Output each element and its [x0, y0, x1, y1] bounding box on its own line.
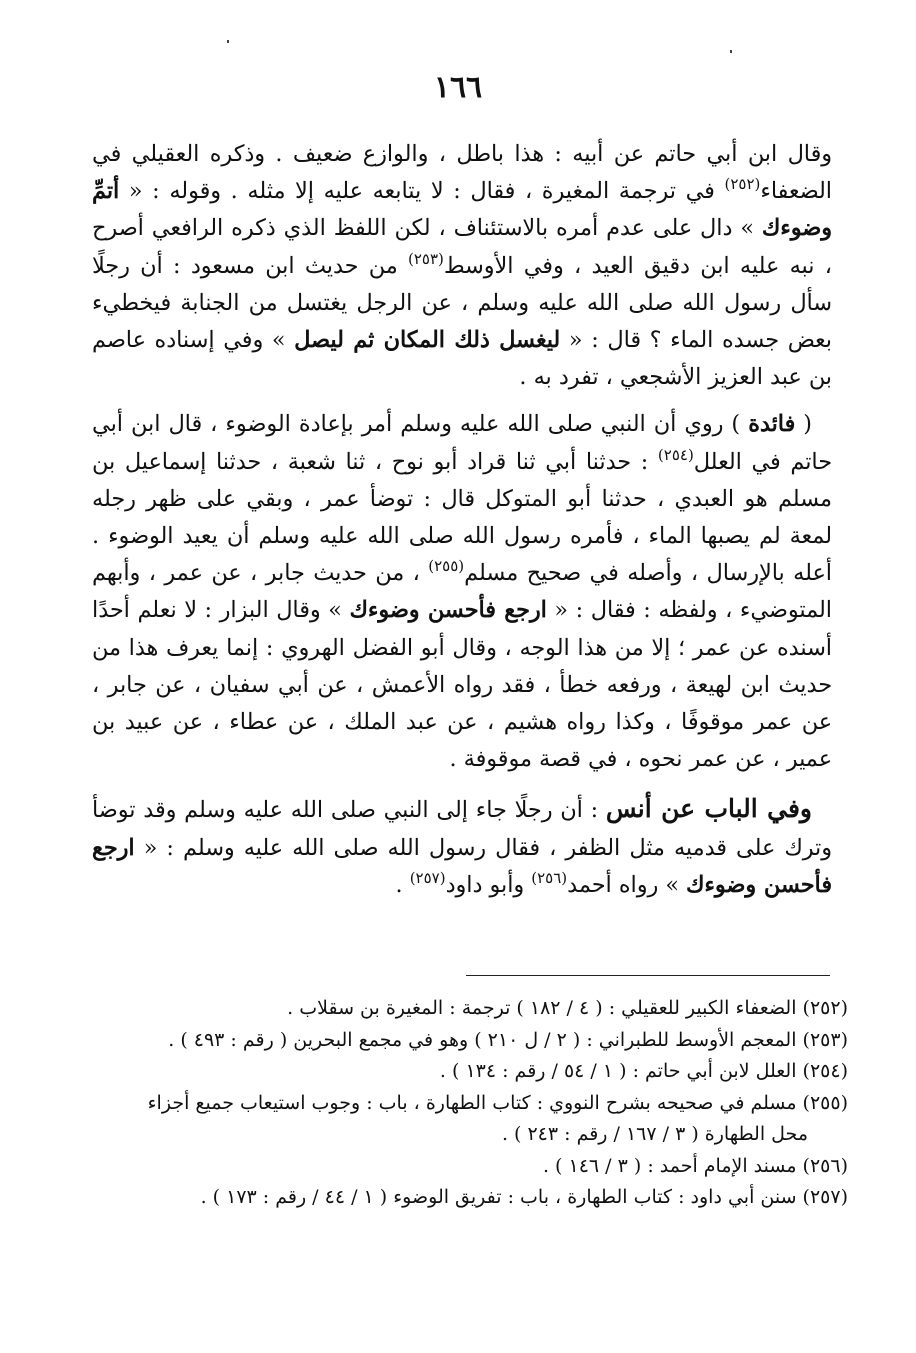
scan-speck [730, 50, 732, 53]
page-number: ١٦٦ [433, 70, 483, 105]
footnote-ref-252: (٢٥٢) [724, 175, 761, 194]
main-text [92, 136, 832, 904]
footnote-254: (٢٥٤) العلل لابن أبي حاتم : ( ١ / ٥٤ / رقم : ١٣٤ ) . [439, 1060, 848, 1082]
hadith-quote: أتمِّ وضوءك [92, 178, 832, 242]
paragraph-2: ( فائدة ) روي أن النبي صلى الله عليه وسلم أمر بإعادة الوضوء ، قال ابن أبي حاتم في العلل$^{(٢٥٤)}$ : حدثنا أبي ثنا قراد أبو نوح ، ثنا شعبة ، حدثنا إسماعيل بن مسلم هو العبدي ، حدثنا أبو المتوكل قال : توضأ عمر ، وبقي على ظهر رجله لمعة لم يصبها الماء ، فأمره رسول الله صلى الله عليه وسلم أن يعيد الوضوء . أعله بالإرسال ، وأصله في صحيح مسلم$^{(٢٥٥)}$ ، من حديث جابر ، عن عمر ، وأبهم المتوضيء ، ولفظه : فقال : « ارجع فأحسن وضوءك » وقال البزار : لا نعلم أحدًا أسنده عن عمر ؛ إلا من هذا الوجه ، وقال أبو الفضل الهروي : إنما يعرف هذا من حديث ابن لهيعة ، ورفعه خطأ ، فقد رواه الأعمش ، عن أبي سفيان ، عن جابر ، عن عمر موقوفًا ، وكذا رواه هشيم ، عن عبد الملك ، عن عطاء ، عن عبيد بن عمير ، عن عمر نحوه ، في قصة موقوفة . [92, 411, 832, 773]
footnote-ref-256: (٢٥٦) [531, 868, 568, 887]
hadith-quote: ليغسل ذلك المكان ثم ليصل [294, 327, 561, 354]
hadith-quote: ارجع فأحسن وضوءك [349, 597, 547, 624]
footnote-255-continued: محل الطهارة ( ٣ / ١٦٧ / رقم : ٢٤٣ ) . [501, 1123, 808, 1145]
scan-speck [227, 40, 229, 43]
paragraph-3: وفي الباب عن أنس : أن رجلًا جاء إلى النبي صلى الله عليه وسلم وقد توضأ وترك على قدميه مثل الظفر ، فقال رسول الله صلى الله عليه وسلم : « ارجع فأحسن وضوءك » رواه أحمد$^{(٢٥٦)}$ وأبو داود$^{(٢٥٧)}$ . [92, 794, 832, 898]
footnote-255: (٢٥٥) مسلم في صحيحه بشرح النووي : كتاب الطهارة ، باب : وجوب استيعاب جميع أجزاء [147, 1091, 848, 1114]
footnote-252: (٢٥٢) الضعفاء الكبير للعقيلي : ( ٤ / ١٨٢ ) ترجمة : المغيرة بن سقلاب . [287, 997, 848, 1019]
footnote-ref-257: (٢٥٧) [409, 868, 446, 887]
footnote-divider [466, 975, 830, 976]
footnotes [84, 993, 848, 1214]
footnote-256: (٢٥٦) مسند الإمام أحمد : ( ٣ / ١٤٦ ) . [542, 1154, 848, 1177]
footnote-ref-253: (٢٥٣) [408, 249, 444, 268]
footnote-257: (٢٥٧) سنن أبي داود : كتاب الطهارة ، باب : تفريق الوضوء ( ١ / ٤٤ / رقم : ١٧٣ ) . [200, 1186, 848, 1208]
chapter-lead: وفي الباب عن أنس [605, 794, 812, 824]
faida-label: فائدة [748, 411, 796, 438]
hadith-quote: ارجع فأحسن وضوءك [92, 834, 832, 898]
footnote-ref-254: (٢٥٤) [657, 445, 694, 464]
paragraph-1: وقال ابن أبي حاتم عن أبيه : هذا باطل ، والوازع ضعيف . وذكره العقيلي في الضعفاء$^{(٢٥٢)}$ في ترجمة المغيرة ، فقال : لا يتابعه عليه إلا مثله . وقوله : « أتمِّ وضوءك » دال على عدم أمره بالاستئناف ، لكن اللفظ الذي ذكره الرافعي أصرح ، نبه عليه ابن دقيق العيد ، وفي الأوسط$^{(٢٥٣)}$ من حديث ابن مسعود : أن رجلًا سأل رسول الله صلى الله عليه وسلم ، عن الرجل يغتسل من الجنابة فيخطيء بعض جسده الماء ؟ قال : « ليغسل ذلك المكان ثم ليصل » وفي إسناده عاصم بن عبد العزيز الأشجعي ، تفرد به . [92, 141, 832, 391]
footnote-253: (٢٥٣) المعجم الأوسط للطبراني : ( ٢ / ل ٢١٠ ) وهو في مجمع البحرين ( رقم : ٤٩٣ ) . [168, 1028, 848, 1051]
footnote-ref-255: (٢٥٥) [428, 557, 465, 576]
